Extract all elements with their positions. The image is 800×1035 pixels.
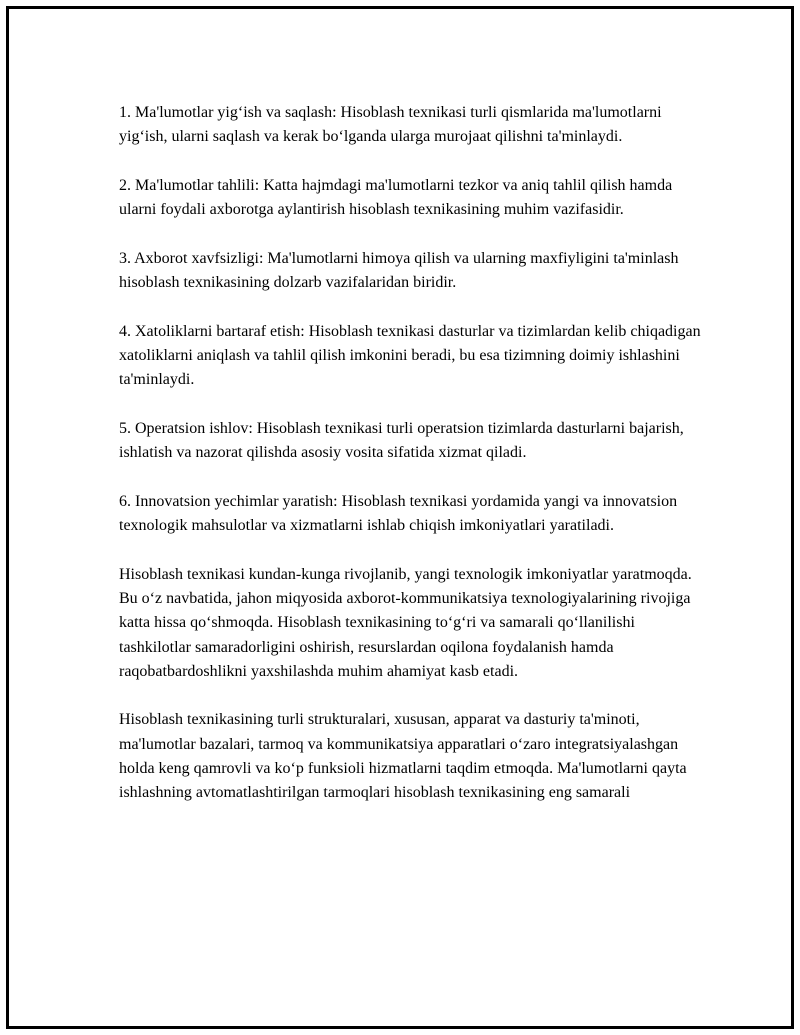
paragraph-6: 6. Innovatsion yechimlar yaratish: Hisoblash texnikasi yordamida yangi va innovatsion texnologik mahsulotlar va xizmatlarni ishlab chiqish imkoniyatlari yaratiladi. (119, 492, 678, 535)
paragraph-1: 1. Ma'lumotlar yig‘ish va saqlash: Hisoblash texnikasi turli qismlarida ma'lumotlarni yig‘ish, ularni saqlash va kerak bo‘lganda ularga murojaat qilishni ta'minlaydi. (119, 104, 662, 146)
paragraph-3: 3. Axborot xavfsizligi: Ma'lumotlarni himoya qilish va ularning maxfiyligini ta'minlash hisoblash texnikasining dolzarb vazifalaridan biridir. (119, 249, 679, 292)
document-body (119, 101, 704, 806)
paragraph-4: 4. Xatoliklarni bartaraf etish: Hisoblash texnikasi dasturlar va tizimlardan kelib chiqadigan xatoliklarni aniqlash va tahlil qilish imkonini beradi, bu esa tizimning doimiy ishlashini ta'minlaydi. (119, 322, 701, 389)
paragraph-8: Hisoblash texnikasining turli strukturalari, xususan, apparat va dasturiy ta'minoti, ma'lumotlar bazalari, tarmoq va kommunikatsiya apparatlari o‘zaro integratsiyalashgan holda keng qamrovli va ko‘p funksioli hizmatlarni taqdim etmoqda. Ma'lumotlarni qayta ishlashning avtomatlashtirilgan tarmoqlari hisoblash texnikasining eng samarali (119, 711, 687, 802)
paragraph-7: Hisoblash texnikasi kundan-kunga rivojlanib, yangi texnologik imkoniyatlar yaratmoqda. Bu o‘z navbatida, jahon miqyosida axborot-kommunikatsiya texnologiyalarining rivojiga katta hissa qo‘shmoqda. Hisoblash texnikasining to‘g‘ri va samarali qo‘llanilishi tashkilotlar samaradorligini oshirish, resurslardan oqilona foydalanish hamda raqobatbardoshlikni yaxshilashda muhim ahamiyat kasb etadi. (119, 565, 692, 680)
page-frame (6, 6, 794, 1029)
paragraph-5: 5. Operatsion ishlov: Hisoblash texnikasi turli operatsion tizimlarda dasturlarni bajarish, ishlatish va nazorat qilishda asosiy vosita sifatida xizmat qiladi. (119, 419, 684, 462)
paragraph-2: 2. Ma'lumotlar tahlili: Katta hajmdagi ma'lumotlarni tezkor va aniq tahlil qilish hamda ularni foydali axborotga aylantirish hisoblash texnikasining muhim vazifasidir. (119, 176, 673, 219)
